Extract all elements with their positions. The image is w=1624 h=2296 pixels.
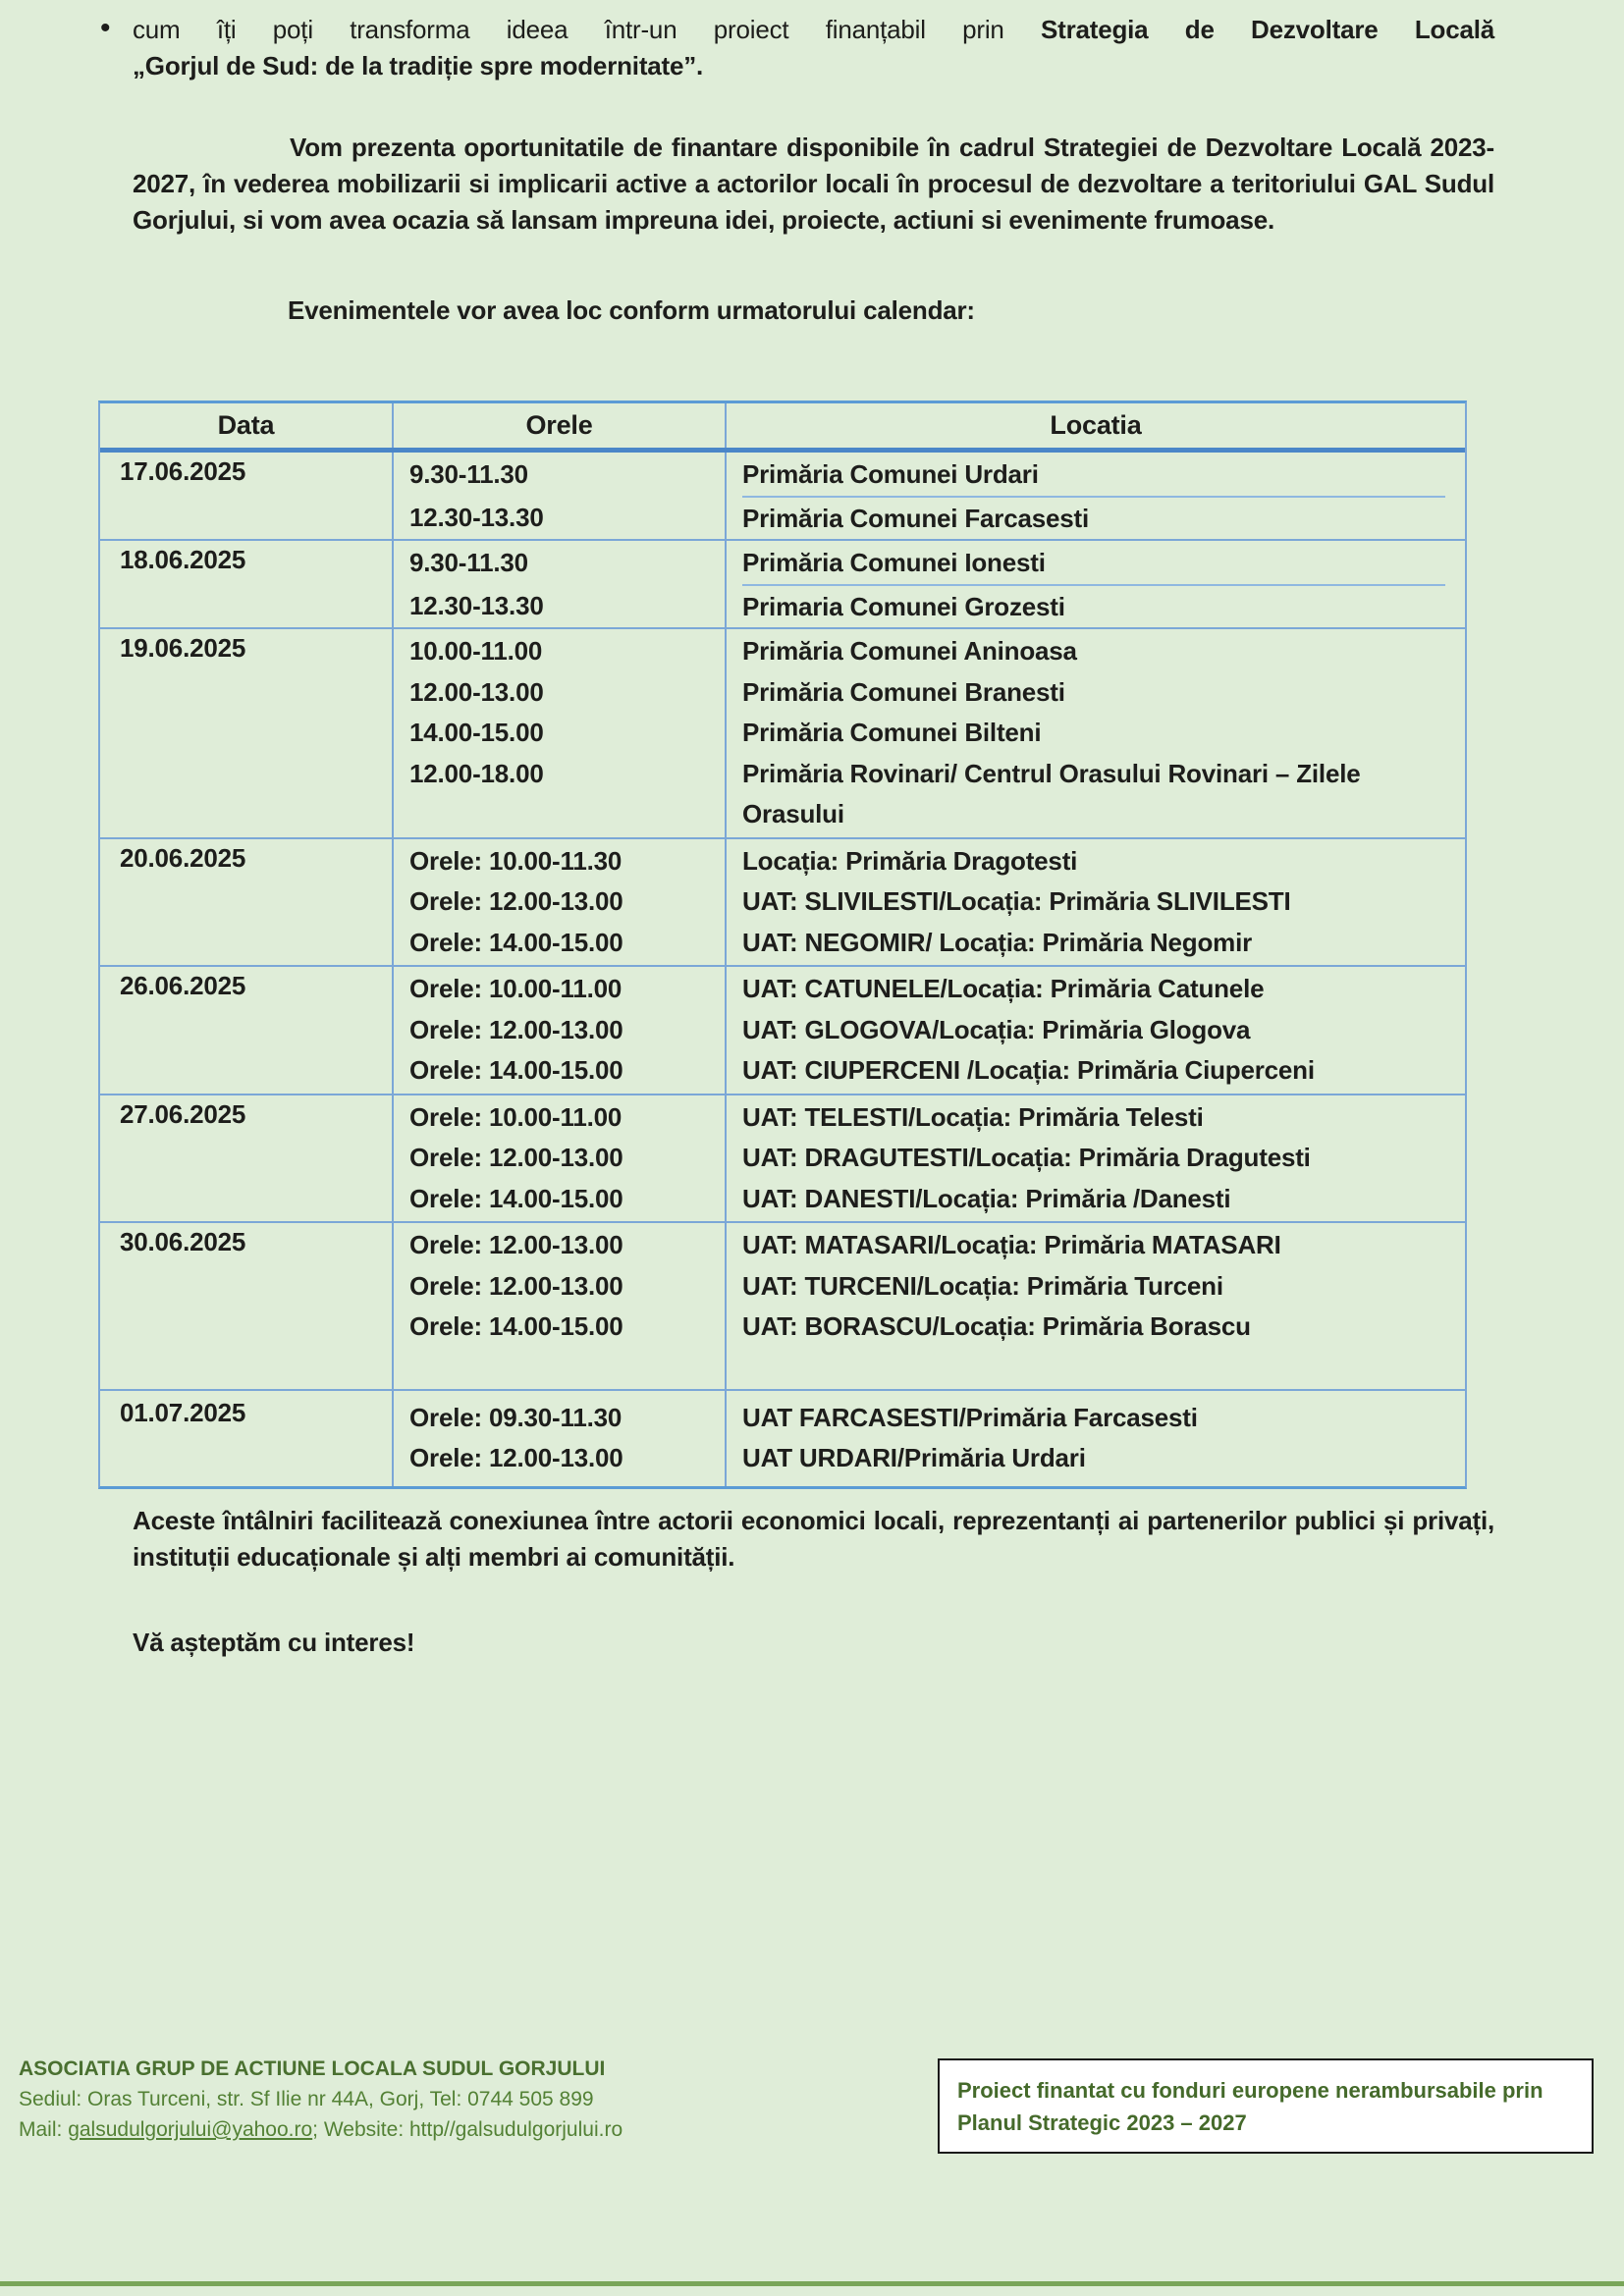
date-cell: 20.06.2025 <box>120 842 246 873</box>
bullet-marker: • <box>100 12 111 44</box>
footer-org-name: ASOCIATIA GRUP DE ACTIUNE LOCALA SUDUL GORJULUI <box>19 2057 606 2080</box>
intro-paragraph: Vom prezenta oportunitatile de finantare disponibile în cadrul Strategiei de Dezvoltare Locală 2023-2027, în vederea mobilizarii si implicarii active a actorilor locali în procesul de dezvoltare a teritoriului GAL Sudul Gorjului, si vom avea ocazia să lansam impreuna idei, proiecte, actiuni si evenimente frumoase. <box>133 133 1494 235</box>
location-entry: UAT: SLIVILESTI/Locația: Primăria SLIVILESTI <box>742 886 1291 916</box>
time-entry: Orele: 12.00-13.00 <box>409 886 623 916</box>
footer-email-link[interactable]: galsudulgorjului@yahoo.ro <box>68 2118 313 2141</box>
time-entry: Orele: 14.00-15.00 <box>409 1311 623 1341</box>
footer-address: Sediul: Oras Turceni, str. Sf Ilie nr 44A, Gorj, Tel: 0744 505 899 <box>19 2088 594 2110</box>
time-entry: 10.00-11.00 <box>409 636 543 666</box>
locations-cell <box>725 629 1465 837</box>
table-header-row <box>100 403 1465 453</box>
date-cell: 27.06.2025 <box>120 1098 246 1129</box>
table-row <box>100 1095 1465 1224</box>
times-cell <box>392 541 725 627</box>
times-cell <box>392 1223 725 1389</box>
events-table <box>98 400 1467 1489</box>
location-entry: UAT: DRAGUTESTI/Locația: Primăria Dragutesti <box>742 1143 1311 1172</box>
date-cell: 30.06.2025 <box>120 1227 246 1256</box>
calendar-heading: Evenimentele vor avea loc conform urmatorului calendar: <box>288 295 975 325</box>
location-entry: UAT: CATUNELE/Locația: Primăria Catunele <box>742 974 1265 1003</box>
time-entry: Orele: 10.00-11.30 <box>409 845 623 876</box>
footer-mail-label: Mail: <box>19 2118 69 2141</box>
times-cell <box>392 1095 725 1222</box>
bullet-line1 <box>133 12 1494 48</box>
table-row <box>100 541 1465 629</box>
locations-cell <box>725 967 1465 1094</box>
footer-contact-line <box>19 2114 623 2145</box>
bullet-text-regular: cum îți poți transforma ideea într-un proiect finanțabil prin <box>133 15 1041 44</box>
times-cell <box>392 453 725 539</box>
location-entry: UAT: GLOGOVA/Locația: Primăria Glogova <box>742 1014 1251 1044</box>
location-entry: Primăria Comunei Farcasesti <box>742 496 1445 539</box>
time-entry: Orele: 14.00-15.00 <box>409 1055 623 1085</box>
location-entry: UAT FARCASESTI/Primăria Farcasesti <box>742 1402 1198 1432</box>
time-entry: 12.00-18.00 <box>409 758 544 788</box>
locations-cell <box>725 1095 1465 1222</box>
time-entry: Orele: 12.00-13.00 <box>409 1143 623 1172</box>
table-row <box>100 1223 1465 1391</box>
bullet-line2: „Gorjul de Sud: de la tradiție spre modernitate”. <box>133 51 704 80</box>
time-entry: 12.30-13.30 <box>409 503 544 532</box>
times-cell <box>392 629 725 837</box>
date-cell: 18.06.2025 <box>120 545 246 574</box>
location-entry: Primăria Comunei Aninoasa <box>742 636 1077 666</box>
times-cell <box>392 839 725 966</box>
table-row <box>100 967 1465 1095</box>
bullet-text <box>133 12 1494 84</box>
location-entry: UAT: BORASCU/Locația: Primăria Borascu <box>742 1311 1251 1341</box>
time-entry: 9.30-11.30 <box>409 548 528 577</box>
footer-info <box>19 2054 623 2145</box>
document-content <box>98 0 1494 1661</box>
column-header-locatia: Locatia <box>725 403 1465 448</box>
funding-box-line1: Proiect finantat cu fonduri europene nerambursabile prin <box>957 2078 1543 2103</box>
column-header-orele: Orele <box>392 403 725 448</box>
time-entry: Orele: 09.30-11.30 <box>409 1402 623 1432</box>
locations-cell <box>725 1391 1465 1486</box>
date-cell: 19.06.2025 <box>120 633 246 663</box>
location-entry: Primăria Comunei Urdari <box>742 459 1039 489</box>
location-entry: UAT: DANESTI/Locația: Primăria /Danesti <box>742 1183 1231 1213</box>
date-cell: 01.07.2025 <box>120 1397 246 1427</box>
location-entry: UAT: TURCENI/Locația: Primăria Turceni <box>742 1270 1223 1301</box>
page-bottom-border <box>0 2281 1624 2286</box>
locations-cell <box>725 541 1465 627</box>
time-entry: 12.30-13.30 <box>409 591 544 620</box>
locations-cell <box>725 453 1465 539</box>
time-entry: Orele: 12.00-13.00 <box>409 1270 623 1301</box>
table-row <box>100 629 1465 839</box>
time-entry: Orele: 12.00-13.00 <box>409 1443 623 1472</box>
date-cell: 17.06.2025 <box>120 456 246 486</box>
time-entry: Orele: 12.00-13.00 <box>409 1014 623 1044</box>
closing-paragraph: Aceste întâlniri facilitează conexiunea între actorii economici locali, reprezentanți ai partenerilor publici și privați, instituții educaționale și alți membri ai comunității. <box>133 1505 1494 1572</box>
date-cell: 26.06.2025 <box>120 971 246 1000</box>
funding-box <box>938 2058 1594 2154</box>
column-header-data: Data <box>217 410 275 440</box>
location-entry: Primăria Rovinari/ Centrul Orasului Rovinari – Zilele Orasului <box>742 758 1361 828</box>
funding-box-line2: Planul Strategic 2023 – 2027 <box>957 2110 1247 2135</box>
bullet-text-bold: Strategia de Dezvoltare Locală <box>1040 15 1494 44</box>
times-cell <box>392 967 725 1094</box>
location-entry: UAT: NEGOMIR/ Locația: Primăria Negomir <box>742 927 1253 957</box>
time-entry: Orele: 10.00-11.00 <box>409 1101 623 1132</box>
time-entry: 12.00-13.00 <box>409 676 544 707</box>
time-entry: Orele: 14.00-15.00 <box>409 927 623 957</box>
location-entry: UAT: MATASARI/Locația: Primăria MATASARI <box>742 1230 1281 1259</box>
time-entry: Orele: 12.00-13.00 <box>409 1230 623 1259</box>
location-entry: Primăria Comunei Ionesti <box>742 548 1046 577</box>
table-row <box>100 453 1465 541</box>
times-cell <box>392 1391 725 1486</box>
table-row <box>100 839 1465 968</box>
bullet-item <box>98 12 1494 84</box>
location-entry: UAT URDARI/Primăria Urdari <box>742 1443 1086 1472</box>
time-entry: 9.30-11.30 <box>409 459 528 489</box>
footer-website-text: ; Website: http//galsudulgorjului.ro <box>312 2118 623 2141</box>
location-entry: Primăria Comunei Branesti <box>742 676 1065 707</box>
farewell-text: Vă așteptăm cu interes! <box>133 1627 415 1657</box>
location-entry: Locația: Primăria Dragotesti <box>742 845 1078 876</box>
time-entry: 14.00-15.00 <box>409 718 544 747</box>
time-entry: Orele: 14.00-15.00 <box>409 1183 623 1213</box>
table-row <box>100 1391 1465 1486</box>
location-entry: UAT: TELESTI/Locația: Primăria Telesti <box>742 1101 1204 1132</box>
time-entry: Orele: 10.00-11.00 <box>409 974 623 1003</box>
location-entry: Primaria Comunei Grozesti <box>742 584 1445 627</box>
location-entry: Primăria Comunei Bilteni <box>742 718 1042 747</box>
location-entry: UAT: CIUPERCENI /Locația: Primăria Ciuperceni <box>742 1055 1315 1085</box>
locations-cell <box>725 839 1465 966</box>
locations-cell <box>725 1223 1465 1389</box>
